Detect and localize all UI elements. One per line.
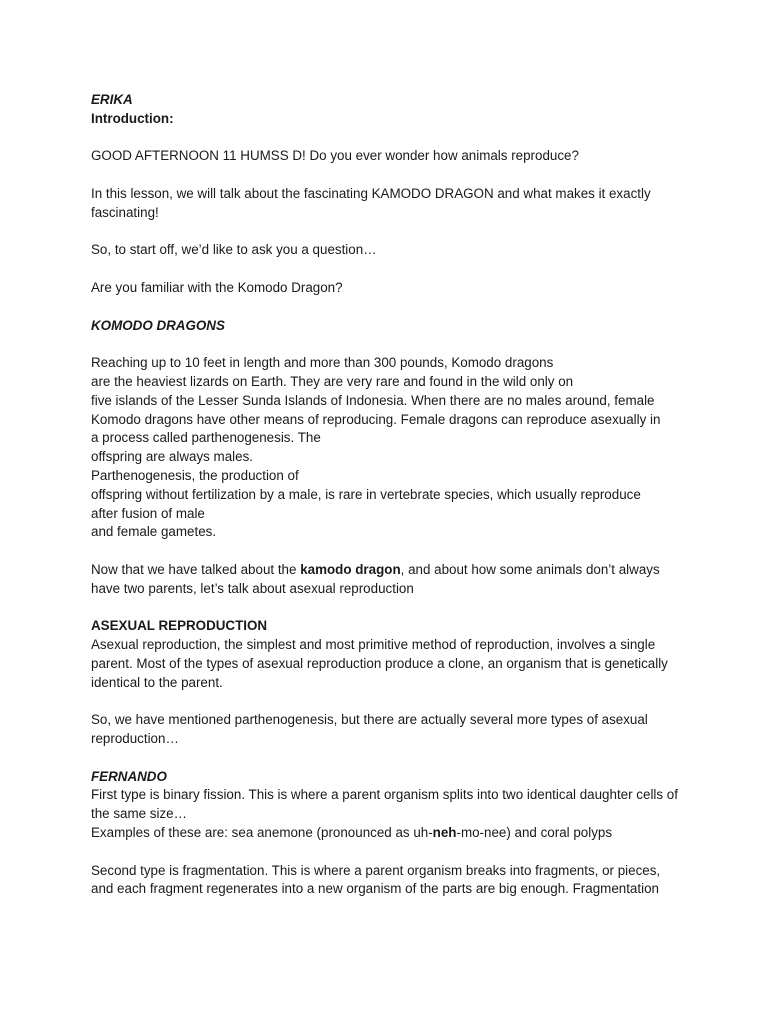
- komodo-line: Reaching up to 10 feet in length and more than 300 pounds, Komodo dragons: [91, 355, 554, 371]
- komodo-line: Parthenogenesis, the production of: [91, 467, 299, 483]
- transition-paragraph: Now that we have talked about the kamodo dragon, and about how some animals don’t always have two parents, let’s talk about asexual reproduction: [91, 561, 660, 596]
- fragmentation-paragraph: Second type is fragmentation. This is where a parent organism breaks into fragments, or pieces, and each fragment regenerates into a new organism of the parts are big enough. Fragmentation: [91, 862, 661, 897]
- asexual-heading: ASEXUAL REPRODUCTION: [91, 618, 268, 634]
- komodo-line: offspring without fertilization by a male, is rare in vertebrate species, which usually reproduce: [91, 486, 641, 502]
- binary-fission-paragraph: First type is binary fission. This is where a parent organism splits into two identical daughter cells of the same size…: [91, 787, 678, 822]
- stressed-syllable: neh: [432, 825, 457, 841]
- speaker-name: ERIKA: [91, 92, 133, 107]
- komodo-line: five islands of the Lesser Sunda Islands of Indonesia. When there are no males around, female: [91, 392, 655, 408]
- komodo-line: are the heaviest lizards on Earth. They are very rare and found in the wild only on: [91, 373, 574, 389]
- komodo-line: and female gametes.: [91, 524, 217, 540]
- komodo-paragraph: [91, 354, 681, 542]
- start-paragraph: So, to start off, we’d like to ask you a question…: [91, 242, 377, 258]
- komodo-heading: KOMODO DRAGONS: [91, 317, 225, 333]
- mentioned-paragraph: So, we have mentioned parthenogenesis, but there are actually several more types of asexual reproduction…: [91, 712, 648, 747]
- komodo-line: a process called parthenogenesis. The: [91, 430, 321, 446]
- komodo-line: Komodo dragons have other means of reproducing. Female dragons can reproduce asexually in: [91, 411, 661, 427]
- komodo-line: after fusion of male: [91, 505, 205, 521]
- asexual-paragraph: Asexual reproduction, the simplest and most primitive method of reproduction, involves a single parent. Most of the types of asexual reproduction produce a clone, an organism that is genetically identical to the parent.: [91, 637, 668, 690]
- kamodo-dragon-emphasis: kamodo dragon: [300, 561, 401, 577]
- intro-heading: Introduction:: [91, 110, 174, 126]
- komodo-line: offspring are always males.: [91, 449, 254, 465]
- lesson-paragraph: In this lesson, we will talk about the fascinating KAMODO DRAGON and what makes it exactly fascinating!: [91, 185, 651, 220]
- greeting-paragraph: GOOD AFTERNOON 11 HUMSS D! Do you ever wonder how animals reproduce?: [91, 148, 579, 164]
- speaker-name: FERNANDO: [91, 768, 167, 784]
- question-paragraph: Are you familiar with the Komodo Dragon?: [91, 279, 343, 295]
- examples-line: Examples of these are: sea anemone (pronounced as uh-neh-mo-nee) and coral polyps: [91, 825, 613, 841]
- document-body: [91, 91, 681, 899]
